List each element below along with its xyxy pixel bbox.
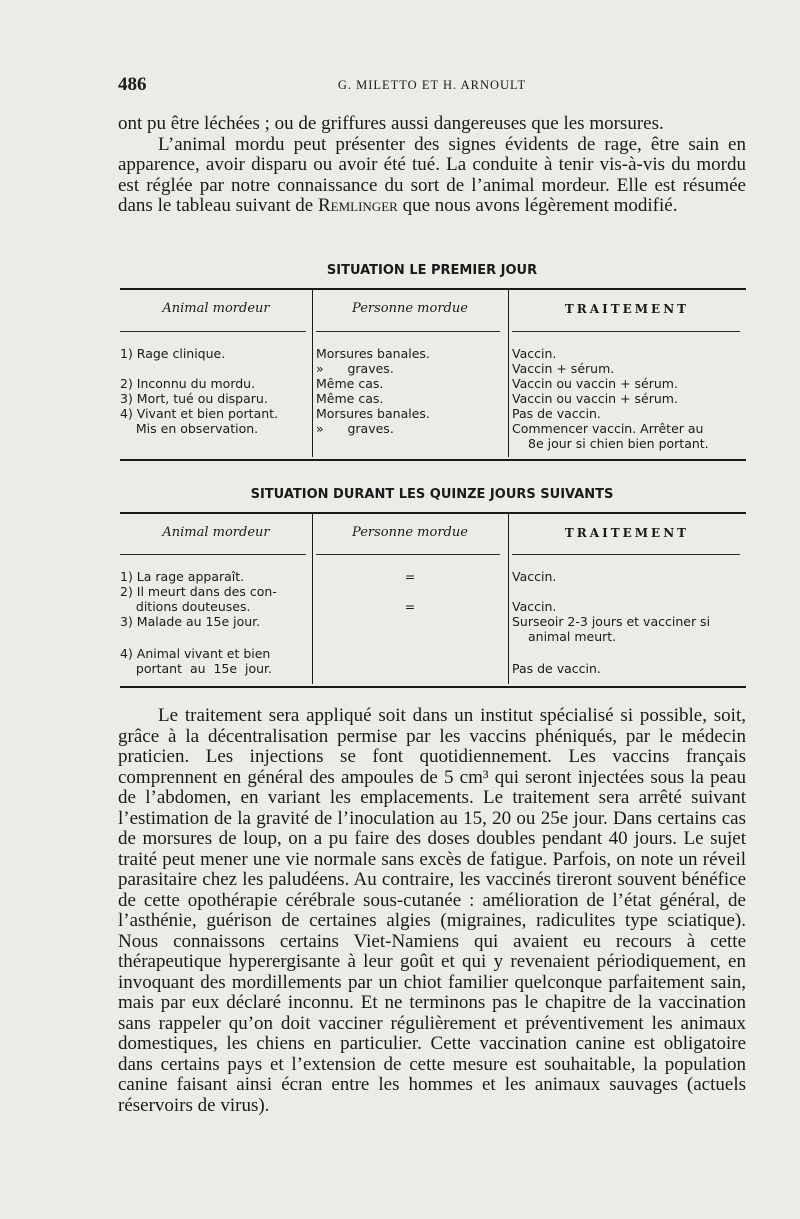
table1-cell: Vaccin + sérum. xyxy=(512,361,615,376)
table2-subrule-treatment xyxy=(512,554,740,555)
intro-p2-start: L’animal mordu peut présenter des signes évidents de rage, être sain en apparence, avoir disparu ou avoir été tué. La conduite à tenir vis-à-vis du mordu est réglée par notre connaissance du sort de l’animal mordeur. Elle est résumée dans le tableau suivant de xyxy=(118,133,746,216)
table2-col-divider-1 xyxy=(312,514,313,684)
table1-cell: Vaccin ou vaccin + sérum. xyxy=(512,376,678,391)
intro-text xyxy=(118,114,746,217)
table1-cell: Pas de vaccin. xyxy=(512,406,601,421)
table1-col-divider-2 xyxy=(508,290,509,457)
running-title: G. MILETTO ET H. ARNOULT xyxy=(337,78,527,92)
table1-subrule-treatment xyxy=(512,331,740,332)
table2-top-rule xyxy=(120,512,746,514)
table2-cell: Vaccin. xyxy=(512,569,557,584)
table1-cell: Mis en observation. xyxy=(120,421,259,436)
table2-bottom-rule xyxy=(120,686,746,688)
table1-cell: Morsures banales. xyxy=(316,406,430,421)
table1-subrule-animal xyxy=(120,331,306,332)
intro-paragraph-1: ont pu être léchées ; ou de griffures aussi dangereuses que les morsures. xyxy=(118,113,664,134)
table2-title: SITUATION DURANT LES QUINZE JOURS SUIVANTS xyxy=(250,487,614,502)
table1-cell: 4) Vivant et bien portant. xyxy=(120,406,279,421)
running-head xyxy=(118,74,746,98)
author-name: Remlinger xyxy=(317,195,398,216)
table1-cell: Vaccin. xyxy=(512,346,557,361)
intro-paragraph-2 xyxy=(118,135,746,217)
page-number: 486 xyxy=(118,74,147,95)
table2-subrule-animal xyxy=(120,554,306,555)
table1-cell: » graves. xyxy=(316,361,394,376)
table2-cell: Vaccin. xyxy=(512,599,557,614)
table2-header-treatment: TRAITEMENT xyxy=(564,526,690,540)
table1-top-rule xyxy=(120,288,746,290)
table1-cell: Même cas. xyxy=(316,391,384,406)
body-paragraph: Le traitement sera appliqué soit dans un institut spécialisé si possible, soit, grâce à la décentralisation permise par les vaccins phéniqués, par le médecin praticien. Les injections se font quotidiennement. Les vaccins français comprennent en général des ampoules de 5 cm³ qui seront injectées sous la peau de l’abdomen, en variant les emplacements. Le traitement sera arrêté suivant l’estimation de la gravité de l’inoculation au 15, 20 ou 25e jour. Dans certains cas de morsures de loup, on a pu faire des doses doubles pendant 40 jours. Le sujet traité peut mener une vie normale sans excès de fatigue. Parfois, on note un réveil parasitaire chez les paludéens. Au contraire, les vaccinés tireront souvent bénéfice de cette opothérapie cérébrale sous-cutanée : amélioration de l’état général, de l’asthénie, guérison de certaines algies (migraines, radiculites type sciatique). Nous connaissons certains Viet-Namiens qui avaient eu recours à cette thérapeutique hyperergisante à leur goût et qui y revenaient périodiquement, en invoquant des mordillements par un chiot familier quelconque parfaitement sain, mais par eux déclaré inconnu. Et ne terminons pas le chapitre de la vaccination sans rappeler qu’on doit vacciner régulièrement et préventivement les animaux domestiques, les chiens en particulier. Cette vaccination canine est obligatoire dans certains pays et l’extension de cette mesure est souhaitable, la population canine faisant ainsi écran entre les hommes et les animaux sauvages (actuels réservoirs de virus). xyxy=(118,705,746,1116)
body-text xyxy=(118,706,746,1116)
table2-cell: portant au 15e jour. xyxy=(120,661,273,676)
table1-cell: 8e jour si chien bien portant. xyxy=(528,436,709,451)
table2-cell: ditions douteuses. xyxy=(120,599,251,614)
table1-cell: Commencer vaccin. Arrêter au xyxy=(512,421,704,436)
table2-header-person: Personne mordue xyxy=(352,525,468,540)
table2-subrule-person xyxy=(316,554,500,555)
table2-cell: Surseoir 2-3 jours et vacciner si xyxy=(512,614,711,629)
table2-cell: 3) Malade au 15e jour. xyxy=(120,614,261,629)
table1-cell: » graves. xyxy=(316,421,394,436)
table2-cell: animal meurt. xyxy=(528,629,617,644)
table1-cell: 1) Rage clinique. xyxy=(120,346,226,361)
table2-cell: 2) Il meurt dans des con- xyxy=(120,584,277,599)
table2-cell: = xyxy=(404,569,416,584)
table1-cell: Même cas. xyxy=(316,376,384,391)
table1-col-divider-1 xyxy=(312,290,313,457)
table1-header-animal: Animal mordeur xyxy=(162,301,270,316)
table2-cell: = xyxy=(404,599,416,614)
table1-cell: Vaccin ou vaccin + sérum. xyxy=(512,391,678,406)
intro-p2-end: que nous avons légèrement modifié. xyxy=(397,195,678,216)
table2-cell: Pas de vaccin. xyxy=(512,661,601,676)
table1-cell: Morsures banales. xyxy=(316,346,430,361)
table1-bottom-rule xyxy=(120,459,746,461)
table2-cell: 1) La rage apparaît. xyxy=(120,569,245,584)
table1-title: SITUATION LE PREMIER JOUR xyxy=(326,263,538,278)
table1-cell: 3) Mort, tué ou disparu. xyxy=(120,391,268,406)
table1-header-person: Personne mordue xyxy=(352,301,468,316)
table2-header-animal: Animal mordeur xyxy=(162,525,270,540)
table1-cell: 2) Inconnu du mordu. xyxy=(120,376,256,391)
table1-header-treatment: TRAITEMENT xyxy=(564,302,690,316)
table2-col-divider-2 xyxy=(508,514,509,684)
table2-cell: 4) Animal vivant et bien xyxy=(120,646,271,661)
table1-subrule-person xyxy=(316,331,500,332)
